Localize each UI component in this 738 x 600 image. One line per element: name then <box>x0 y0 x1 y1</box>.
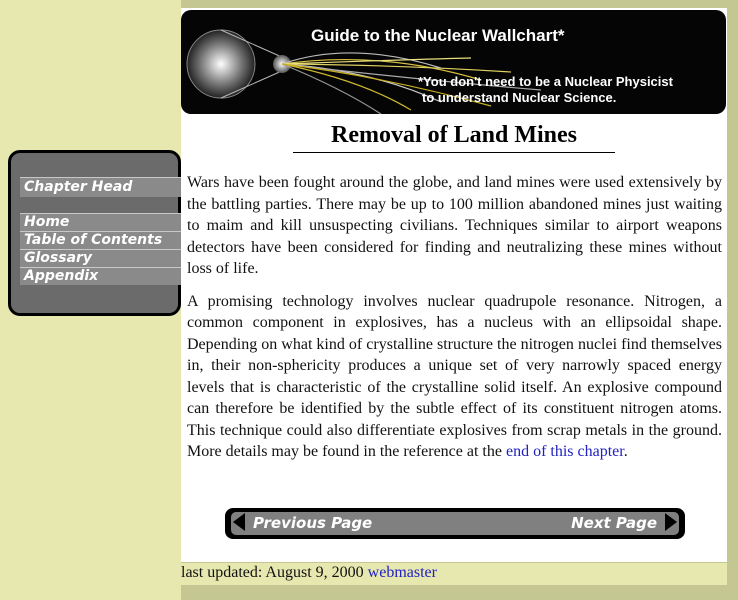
paragraph-2-end: . <box>623 443 628 460</box>
sidebar-item-appendix[interactable]: Appendix <box>20 267 181 285</box>
arrow-left-icon <box>233 513 245 531</box>
footer <box>181 563 727 585</box>
header-banner <box>181 10 726 114</box>
page-navigation <box>225 508 685 539</box>
end-of-chapter-link[interactable]: end of this chapter <box>505 443 624 460</box>
next-page-button[interactable] <box>571 512 677 535</box>
article-body <box>187 172 722 474</box>
sidebar-nav <box>8 150 181 316</box>
page-title: Removal of Land Mines <box>293 121 615 153</box>
previous-page-button[interactable] <box>233 512 372 535</box>
paragraph-2-text: A promising technology involves nuclear quadrupole resonance. Nitrogen, a common component in explosives, has a nucleus with an ellipsoidal shape. Depending on what kind of crystalline structure the nitrogen nuclei find themselves in, their non-sphericity produces a unique set of very narrowly spaced energy levels that is characteristic of the crystalline solid itself. An explosive compound can therefore be identified by the subtle effect of its constituent nitrogen atoms. This technique could also differentiate explosives from scrap metals in the ground. More details may be found in the reference at the <box>187 292 722 460</box>
sidebar-item-table-of-contents[interactable]: Table of Contents <box>20 231 181 249</box>
webmaster-link[interactable]: webmaster <box>367 564 437 581</box>
paragraph-2 <box>187 291 722 463</box>
sidebar-item-glossary[interactable]: Glossary <box>20 249 181 267</box>
frame-bottom <box>181 585 738 600</box>
sidebar-item-home[interactable]: Home <box>20 213 181 231</box>
next-page-label: Next Page <box>571 514 657 532</box>
paragraph-1: Wars have been fought around the globe, and land mines were used extensively by the battling parties. There may be up to 100 million abandoned mines just waiting to maim and kill unsuspecting civilians. Techniques similar to airport weapons detectors have been considered for finding and neutralizing these mines without loss of life. <box>187 174 722 277</box>
arrow-right-icon <box>665 513 677 531</box>
banner-subtitle-line1: *You don't need to be a Nuclear Physicist <box>418 74 673 89</box>
page-navigation-bar <box>231 512 679 535</box>
last-updated-text: last updated: August 9, 2000 <box>181 564 364 581</box>
banner-subtitle <box>418 74 718 106</box>
previous-page-label: Previous Page <box>253 514 373 532</box>
banner-title: Guide to the Nuclear Wallchart* <box>311 26 565 45</box>
sidebar-chapter-head[interactable]: Chapter Head <box>20 177 181 197</box>
banner-subtitle-line2: to understand Nuclear Science. <box>422 90 617 105</box>
